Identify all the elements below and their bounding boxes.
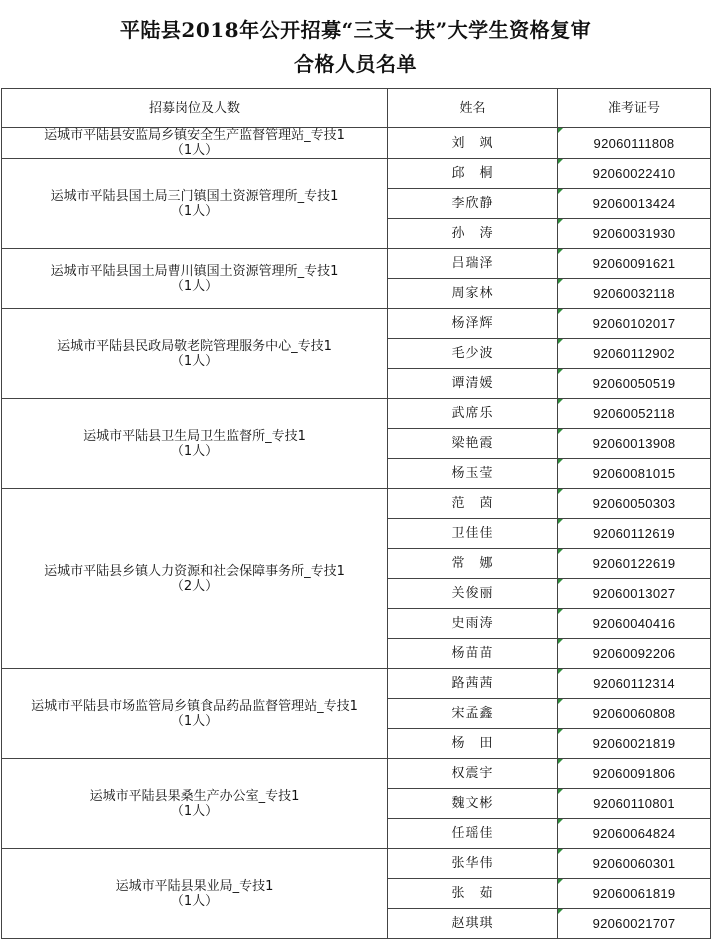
candidate-name: 史雨涛 [388,609,558,639]
candidate-name: 魏文彬 [388,789,558,819]
candidate-name: 孙 涛 [388,219,558,249]
candidate-name: 路茜茜 [388,669,558,699]
position-label: 运城市平陆县安监局乡镇安全生产监督管理站_专技1 [44,128,345,143]
position-cell [2,128,388,159]
position-cell [2,849,388,939]
exam-id: 92060060808 [558,699,711,729]
position-cell [2,399,388,489]
candidate-name: 关俊丽 [388,579,558,609]
candidate-name: 宋孟鑫 [388,699,558,729]
candidate-name: 赵琪琪 [388,909,558,939]
candidate-name: 杨泽辉 [388,309,558,339]
candidate-name: 毛少波 [388,339,558,369]
position-cell [2,489,388,669]
candidate-name: 邱 桐 [388,159,558,189]
candidate-name: 杨苗苗 [388,639,558,669]
position-label: 运城市平陆县果桑生产办公室_专技1 [89,788,300,804]
document-title: 平陆县2018年公开招募“三支一扶”大学生资格复审 [119,18,592,42]
position-count: （2人） [170,578,219,594]
candidate-name: 张 茹 [388,879,558,909]
table-row [2,128,711,159]
table-header-row [2,89,711,128]
exam-id: 92060060301 [558,849,711,879]
exam-id: 92060021707 [558,909,711,939]
position-label: 运城市平陆县卫生局卫生监督所_专技1 [83,428,306,444]
position-count: （1人） [170,443,219,459]
exam-id: 92060061819 [558,879,711,909]
exam-id: 92060064824 [558,819,711,849]
exam-id: 92060022410 [558,159,711,189]
position-count: （1人） [170,893,219,909]
position-cell [2,759,388,849]
candidate-name: 吕瑞泽 [388,249,558,279]
exam-id: 92060031930 [558,219,711,249]
table-row [2,669,711,699]
exam-id: 92060092206 [558,639,711,669]
exam-id: 92060110801 [558,789,711,819]
exam-id: 92060112314 [558,669,711,699]
position-label: 运城市平陆县国土局曹川镇国土资源管理所_专技1 [50,263,339,279]
table-body [2,128,711,939]
table-row [2,399,711,429]
candidate-name: 刘 飒 [388,128,558,159]
candidate-name: 李欣静 [388,189,558,219]
candidate-name: 卫佳佳 [388,519,558,549]
candidate-name: 杨 田 [388,729,558,759]
candidate-name: 任瑶佳 [388,819,558,849]
exam-id: 92060013424 [558,189,711,219]
candidate-name: 梁艳霞 [388,429,558,459]
position-label: 运城市平陆县乡镇人力资源和社会保障事务所_专技1 [44,563,345,579]
position-cell [2,159,388,249]
exam-id: 92060091806 [558,759,711,789]
candidate-name: 周家林 [388,279,558,309]
position-count: （1人） [170,713,219,729]
candidate-name: 常 娜 [388,549,558,579]
table-row [2,489,711,519]
table-row [2,309,711,339]
exam-id: 92060013908 [558,429,711,459]
exam-id: 92060112902 [558,339,711,369]
candidate-name: 武席乐 [388,399,558,429]
header-name: 姓名 [388,89,558,128]
table-row [2,759,711,789]
position-cell [2,669,388,759]
table-row [2,159,711,189]
candidate-name: 谭清媛 [388,369,558,399]
position-label: 运城市平陆县民政局敬老院管理服务中心_专技1 [57,338,332,354]
position-label: 运城市平陆县国土局三门镇国土资源管理所_专技1 [50,188,339,204]
header-position: 招募岗位及人数 [2,89,388,128]
exam-id: 92060112619 [558,519,711,549]
exam-id: 92060111808 [558,128,711,159]
exam-id: 92060040416 [558,609,711,639]
candidate-name: 权震宇 [388,759,558,789]
exam-id: 92060050303 [558,489,711,519]
exam-id: 92060081015 [558,459,711,489]
exam-id: 92060050519 [558,369,711,399]
table-row [2,249,711,279]
candidate-name: 范 茵 [388,489,558,519]
exam-id: 92060032118 [558,279,711,309]
exam-id: 92060021819 [558,729,711,759]
position-count: （1人） [170,803,219,819]
exam-id: 92060102017 [558,309,711,339]
table-row [2,849,711,879]
exam-id: 92060013027 [558,579,711,609]
position-count: （1人） [170,278,219,294]
position-count: （1人） [170,143,219,158]
exam-id: 92060091621 [558,249,711,279]
candidate-name: 杨玉莹 [388,459,558,489]
position-cell [2,309,388,399]
exam-id: 92060122619 [558,549,711,579]
document-subtitle: 合格人员名单 [294,52,417,76]
qualified-roster-table [1,88,711,939]
position-label: 运城市平陆县果业局_专技1 [115,878,274,894]
exam-id: 92060052118 [558,399,711,429]
position-label: 运城市平陆县市场监管局乡镇食品药品监督管理站_专技1 [31,698,358,714]
position-cell [2,249,388,309]
position-count: （1人） [170,353,219,369]
position-count: （1人） [170,203,219,219]
candidate-name: 张华伟 [388,849,558,879]
header-exam-id: 准考证号 [558,89,711,128]
